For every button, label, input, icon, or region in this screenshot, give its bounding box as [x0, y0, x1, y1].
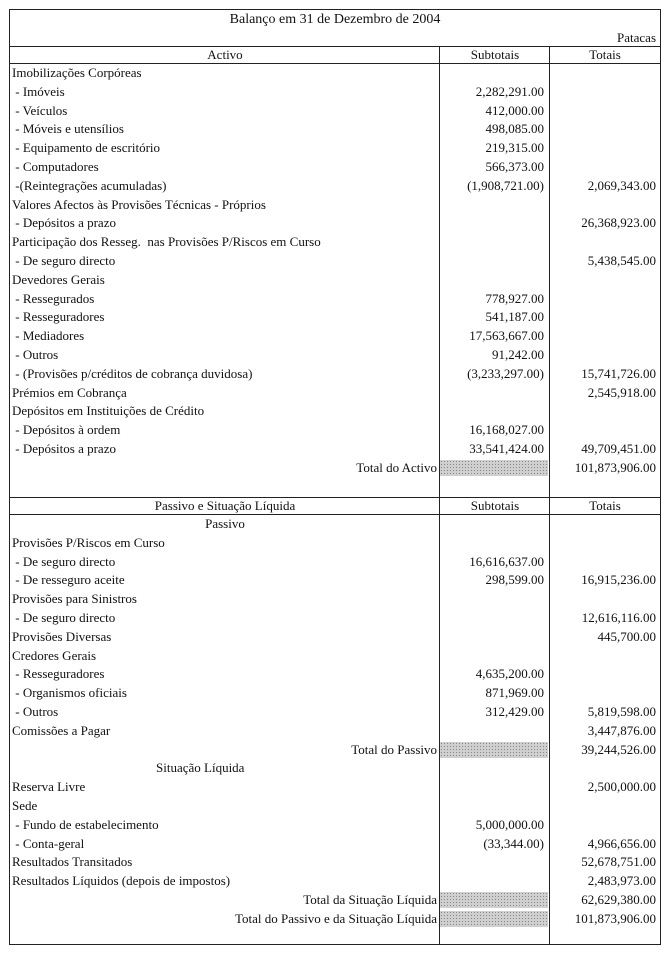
table-row [10, 684, 660, 703]
total-cell: 2,069,343.00 [587, 177, 656, 193]
row-label: Total do Passivo [351, 741, 437, 757]
table-row [10, 402, 660, 421]
total-cell: 2,500,000.00 [587, 779, 656, 795]
row-label: Reserva Livre [12, 779, 86, 795]
subtotal-cell: 541,187.00 [485, 309, 544, 325]
row-label: - Equipamento de escritório [12, 140, 161, 156]
table-row [10, 252, 660, 271]
total-cell: 15,741,726.00 [581, 365, 656, 381]
subtotal-cell: 412,000.00 [485, 102, 544, 118]
subtotal-cell: 566,373.00 [485, 159, 544, 174]
table-row [10, 196, 660, 215]
subtotal-cell: (33,344.00) [483, 835, 544, 851]
table-row [10, 816, 660, 835]
subtotal-cell: 871,969.00 [485, 685, 544, 701]
row-label: Prémios em Cobrança [12, 384, 127, 400]
subtotal-cell: 16,616,637.00 [469, 553, 544, 569]
column-divider [439, 46, 440, 497]
row-label: - De seguro directo [12, 253, 116, 268]
subtotal-cell: 498,085.00 [485, 121, 544, 137]
row-label: - Móveis e utensílios [12, 121, 124, 137]
row-label: - Fundo de estabelecimento [12, 816, 159, 832]
table-row [10, 139, 660, 158]
table-row [10, 83, 660, 102]
row-label: Valores Afectos às Provisões Técnicas - Próprios [12, 196, 266, 212]
subtotal-cell: 2,282,291.00 [475, 83, 544, 99]
column-divider [549, 497, 550, 945]
total-row [10, 459, 660, 478]
total-cell: 101,873,906.00 [574, 459, 656, 475]
table-row [10, 628, 660, 647]
total-cell: 12,616,116.00 [581, 610, 656, 625]
row-label: Resultados Líquidos (depois de impostos) [12, 873, 231, 889]
table-row [10, 571, 660, 590]
subtotal-cell: 33,541,424.00 [469, 441, 544, 456]
table-row [10, 440, 660, 459]
table-row [10, 327, 660, 346]
row-label: - De seguro directo [12, 553, 116, 569]
subtotal-cell: 312,429.00 [485, 704, 544, 719]
subtotal-cell: (1,908,721.00) [467, 177, 544, 193]
total-row [10, 741, 660, 760]
row-label: - Computadores [12, 159, 99, 174]
row-label: Imobilizações Corpóreas [12, 65, 142, 80]
subtotal-cell: 5,000,000.00 [475, 816, 544, 832]
subtotal-cell: 16,168,027.00 [469, 422, 544, 438]
subtotal-cell: 778,927.00 [485, 290, 544, 306]
table-row [10, 120, 660, 139]
shaded-cell [440, 742, 548, 758]
table-row [10, 759, 660, 778]
shaded-cell [440, 460, 548, 476]
table-row [10, 102, 660, 121]
total-cell: 3,447,876.00 [587, 722, 656, 738]
table-row [10, 778, 660, 797]
row-label: - Outros [12, 347, 59, 362]
total-cell: 39,244,526.00 [581, 741, 656, 757]
activo-header-row [10, 46, 660, 64]
subtotal-cell: 219,315.00 [485, 140, 544, 156]
table-row [10, 64, 660, 83]
table-row [10, 590, 660, 609]
table-row [10, 872, 660, 891]
table-row [10, 421, 660, 440]
row-label: - Depósitos à ordem [12, 422, 121, 438]
row-label: Comissões a Pagar [12, 722, 111, 738]
table-row [10, 534, 660, 553]
total-cell: 26,368,923.00 [581, 215, 656, 231]
row-label: Participação dos Resseg. nas Provisões P/Riscos em Curso [12, 234, 321, 250]
row-label: - Resseguradores [12, 309, 105, 325]
table-row [10, 703, 660, 722]
subtotal-cell: (3,233,297.00) [467, 365, 544, 381]
balance-sheet [9, 9, 661, 945]
activo-header-totals: Totais [589, 47, 621, 62]
row-label: Depósitos em Instituições de Crédito [12, 403, 205, 419]
passivo-header-row [10, 497, 660, 515]
document-title: Balanço em 31 de Dezembro de 2004 [229, 12, 441, 27]
passivo-header-totals: Totais [589, 498, 621, 513]
total-row [10, 910, 660, 929]
currency-label: Patacas [617, 30, 656, 45]
table-row [10, 214, 660, 233]
row-label: Situação Líquida [156, 760, 245, 776]
table-row [10, 346, 660, 365]
table-row [10, 609, 660, 628]
row-label: Provisões P/Riscos em Curso [12, 534, 165, 550]
row-label: -(Reintegrações acumuladas) [12, 177, 167, 193]
row-label: Sede [12, 798, 38, 813]
row-label: - (Provisões p/créditos de cobrança duvidosa) [12, 365, 253, 381]
total-cell: 52,678,751.00 [581, 854, 656, 870]
table-row [10, 647, 660, 666]
table-row [10, 290, 660, 309]
row-label: Provisões Diversas [12, 628, 112, 644]
table-row [10, 665, 660, 684]
row-label: - Imóveis [12, 83, 65, 99]
row-label: - Conta-geral [12, 835, 85, 851]
table-row [10, 722, 660, 741]
table-row [10, 271, 660, 290]
column-divider [549, 46, 550, 497]
table-row [10, 515, 660, 534]
total-cell: 2,483,973.00 [587, 873, 656, 889]
row-label: Credores Gerais [12, 647, 97, 663]
total-cell: 4,966,656.00 [587, 835, 656, 851]
total-row [10, 891, 660, 910]
column-divider [439, 497, 440, 945]
row-label: - Outros [12, 704, 59, 719]
total-cell: 445,700.00 [597, 628, 656, 644]
row-label: Total do Activo [356, 459, 437, 475]
table-row [10, 233, 660, 252]
shaded-cell [440, 892, 548, 908]
table-row [10, 365, 660, 384]
total-cell: 5,819,598.00 [587, 704, 656, 719]
row-label: - Depósitos a prazo [12, 215, 116, 231]
row-label: Devedores Gerais [12, 271, 105, 287]
shaded-cell [440, 911, 548, 927]
passivo-header-label: Passivo e Situação Líquida [154, 498, 296, 513]
total-cell: 101,873,906.00 [574, 910, 656, 926]
table-row [10, 553, 660, 572]
subtotal-cell: 298,599.00 [485, 572, 544, 588]
passivo-header-subtotals: Subtotais [470, 498, 520, 513]
row-label: - De resseguro aceite [12, 572, 125, 588]
subtotal-cell: 17,563,667.00 [469, 328, 544, 344]
table-row [10, 853, 660, 872]
row-label: - Mediadores [12, 328, 85, 344]
total-cell: 2,545,918.00 [587, 384, 656, 400]
row-label: - Ressegurados [12, 290, 95, 306]
activo-header-subtotals: Subtotais [470, 47, 520, 62]
row-label: - Veículos [12, 102, 68, 118]
total-cell: 49,709,451.00 [581, 441, 656, 456]
table-row [10, 158, 660, 177]
subtotal-cell: 4,635,200.00 [475, 666, 544, 682]
table-row [10, 308, 660, 327]
table-row [10, 384, 660, 403]
row-label: Total da Situação Líquida [303, 892, 437, 907]
row-label: - Organismos oficiais [12, 685, 127, 701]
row-label: - Resseguradores [12, 666, 105, 682]
table-row [10, 177, 660, 196]
total-cell: 62,629,380.00 [581, 892, 656, 907]
row-label: Provisões para Sinistros [12, 591, 137, 607]
total-cell: 16,915,236.00 [581, 572, 656, 588]
row-label: - De seguro directo [12, 610, 116, 625]
row-label: Passivo [205, 516, 245, 531]
table-row [10, 797, 660, 816]
row-label: Total do Passivo e da Situação Líquida [235, 910, 437, 926]
table-row [10, 835, 660, 854]
row-label: Resultados Transitados [12, 854, 133, 870]
subtotal-cell: 91,242.00 [492, 347, 544, 362]
activo-header-label: Activo [207, 47, 243, 62]
total-cell: 5,438,545.00 [587, 253, 656, 268]
row-label: - Depósitos a prazo [12, 441, 116, 456]
